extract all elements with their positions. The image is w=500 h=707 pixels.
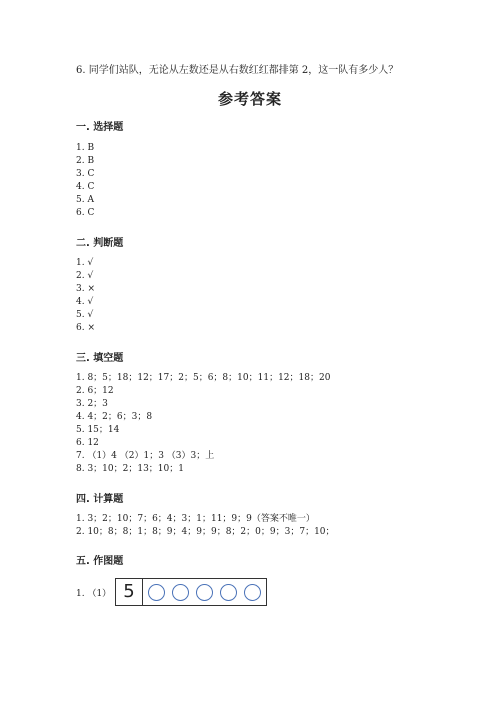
choice-answer-4: 4. C (76, 182, 95, 192)
choice-answer-3: 3. C (76, 169, 95, 179)
judge-answer-4: 4. √ (76, 297, 94, 307)
section-heading-judge: 二. 判断题 (76, 238, 124, 249)
choice-answer-5: 5. A (76, 195, 94, 205)
section-heading-choice: 一. 选择题 (76, 122, 124, 133)
circle-shape (196, 584, 213, 601)
fill-answer-7: 7. （1）4 （2）1；3 （3）3；上 (76, 451, 215, 461)
section-heading-calc: 四. 计算题 (76, 494, 124, 505)
drawing-label: 1. （1） (76, 589, 112, 599)
question-6: 6. 同学们站队，无论从左数还是从右数红红都排第 2，这一队有多少人？ (76, 65, 399, 76)
judge-answer-2: 2. √ (76, 271, 94, 281)
judge-answer-6: 6. × (76, 323, 95, 333)
fill-answer-3: 3. 2；3 (76, 399, 108, 409)
circle-shape (244, 584, 261, 601)
circle-shape (172, 584, 189, 601)
fill-answer-2: 2. 6；12 (76, 386, 114, 396)
section-heading-draw: 五. 作图题 (76, 556, 124, 567)
circle-shape (148, 584, 165, 601)
fill-answer-8: 8. 3；10；2；13；10；1 (76, 464, 184, 474)
page-title: 参考答案 (217, 90, 282, 108)
judge-answer-3: 3. × (76, 284, 95, 294)
fill-answer-4: 4. 4；2；6；3；8 (76, 412, 153, 422)
fill-answer-6: 6. 12 (76, 438, 99, 448)
calc-answer-1: 1. 3；2；10；7；6；4；3；1；11；9；9（答案不唯一） (76, 514, 315, 524)
number-circle-box (115, 578, 267, 606)
choice-answer-2: 2. B (76, 156, 95, 166)
circle-shape (220, 584, 237, 601)
judge-answer-1: 1. √ (76, 258, 94, 268)
fill-answer-5: 5. 15；14 (76, 425, 120, 435)
section-heading-fill: 三. 填空题 (76, 353, 124, 364)
fill-answer-1: 1. 8；5；18；12；17；2；5；6；8；10；11；12；18；20 (76, 373, 331, 383)
choice-answer-1: 1. B (76, 143, 95, 153)
box-number: 5 (116, 579, 143, 605)
judge-answer-5: 5. √ (76, 310, 94, 320)
choice-answer-6: 6. C (76, 208, 95, 218)
calc-answer-2: 2. 10；8；8；1；8；9；4；9；9；8；2；0；9；3；7；10； (76, 527, 335, 537)
